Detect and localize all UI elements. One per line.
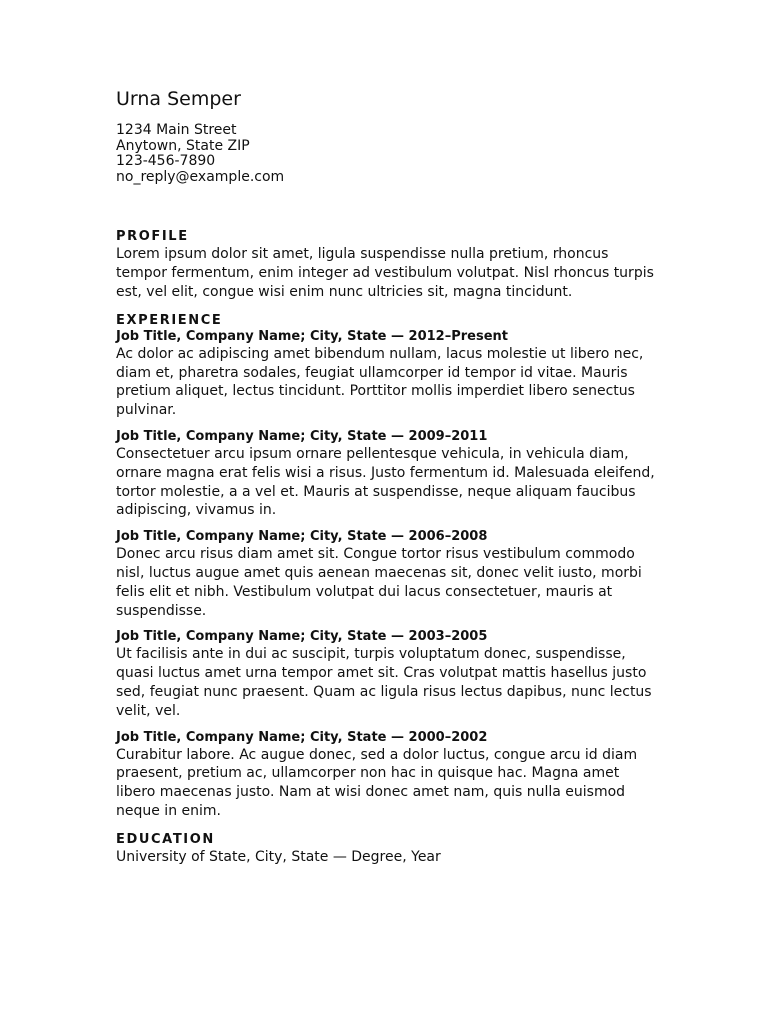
- job-description: Donec arcu risus diam amet sit. Congue tortor risus vestibulum commodo nisl, luctus augue amet quis aenean maecenas sit, donec velit iusto, morbi felis elit et nibh. Vestibulum volutpat dui lacus consectetuer, mauris at suspendisse.: [116, 546, 642, 619]
- job-description: Curabitur labore. Ac augue donec, sed a dolor luctus, congue arcu id diam praesent, pretium ac, ullamcorper non hac in quisque hac. Magna amet libero maecenas justo. Nam at wisi donec amet nam, quis nulla euismod neque in enim.: [116, 746, 638, 819]
- job-title: Job Title, Company Name; City, State — 2006–2008: [116, 529, 488, 545]
- job-entry: [116, 429, 656, 520]
- education-heading: EDUCATION: [116, 831, 215, 847]
- job-entry: [116, 529, 656, 620]
- contact-city-state: Anytown, State ZIP: [116, 137, 250, 154]
- contact-email: no_reply@example.com: [116, 168, 285, 185]
- profile-text: Lorem ipsum dolor sit amet, ligula suspendisse nulla pretium, rhoncus tempor fermentum, enim integer ad vestibulum volutpat. Nisl rhoncus turpis est, vel elit, congue wisi enim nunc ultricies sit, magna tincidunt.: [116, 246, 654, 300]
- job-entry: [116, 629, 656, 720]
- resume-name: Urna Semper: [116, 88, 241, 110]
- job-title: Job Title, Company Name; City, State — 2012–Present: [116, 328, 508, 344]
- job-description: Ut facilisis ante in dui ac suscipit, turpis voluptatum donec, suspendisse, quasi luctus amet urna tempor amet sit. Cras volutpat mattis hasellus justo sed, feugiat nunc praesent. Quam ac ligula risus lectus dapibus, nunc lectus velit, vel.: [116, 646, 652, 719]
- job-description: Consectetuer arcu ipsum ornare pellentesque vehicula, in vehicula diam, ornare magna erat felis wisi a risus. Justo fermentum id. Malesuada eleifend, tortor molestie, a a vel et. Mauris at suspendisse, neque aliquam faucibus adipiscing, vivamus in.: [116, 445, 655, 519]
- education-text: University of State, City, State — Degree, Year: [116, 848, 441, 865]
- job-description: Ac dolor ac adipiscing amet bibendum nullam, lacus molestie ut libero nec, diam et, pharetra sodales, feugiat ullamcorper id tempor id vitae. Mauris pretium aliquet, lectus tincidunt. Porttitor mollis imperdiet libero senectus pulvinar.: [116, 345, 644, 419]
- job-entry: [116, 329, 656, 420]
- profile-heading: PROFILE: [116, 229, 189, 245]
- job-title: Job Title, Company Name; City, State — 2003–2005: [116, 629, 488, 645]
- job-title: Job Title, Company Name; City, State — 2000–2002: [116, 729, 488, 745]
- job-title: Job Title, Company Name; City, State — 2009–2011: [116, 428, 488, 444]
- experience-heading: EXPERIENCE: [116, 312, 223, 328]
- contact-phone: 123-456-7890: [116, 153, 216, 170]
- contact-block: [116, 123, 656, 185]
- experience-list: [116, 329, 656, 821]
- contact-street: 1234 Main Street: [116, 122, 237, 138]
- resume-page: [116, 86, 656, 867]
- job-entry: [116, 730, 656, 821]
